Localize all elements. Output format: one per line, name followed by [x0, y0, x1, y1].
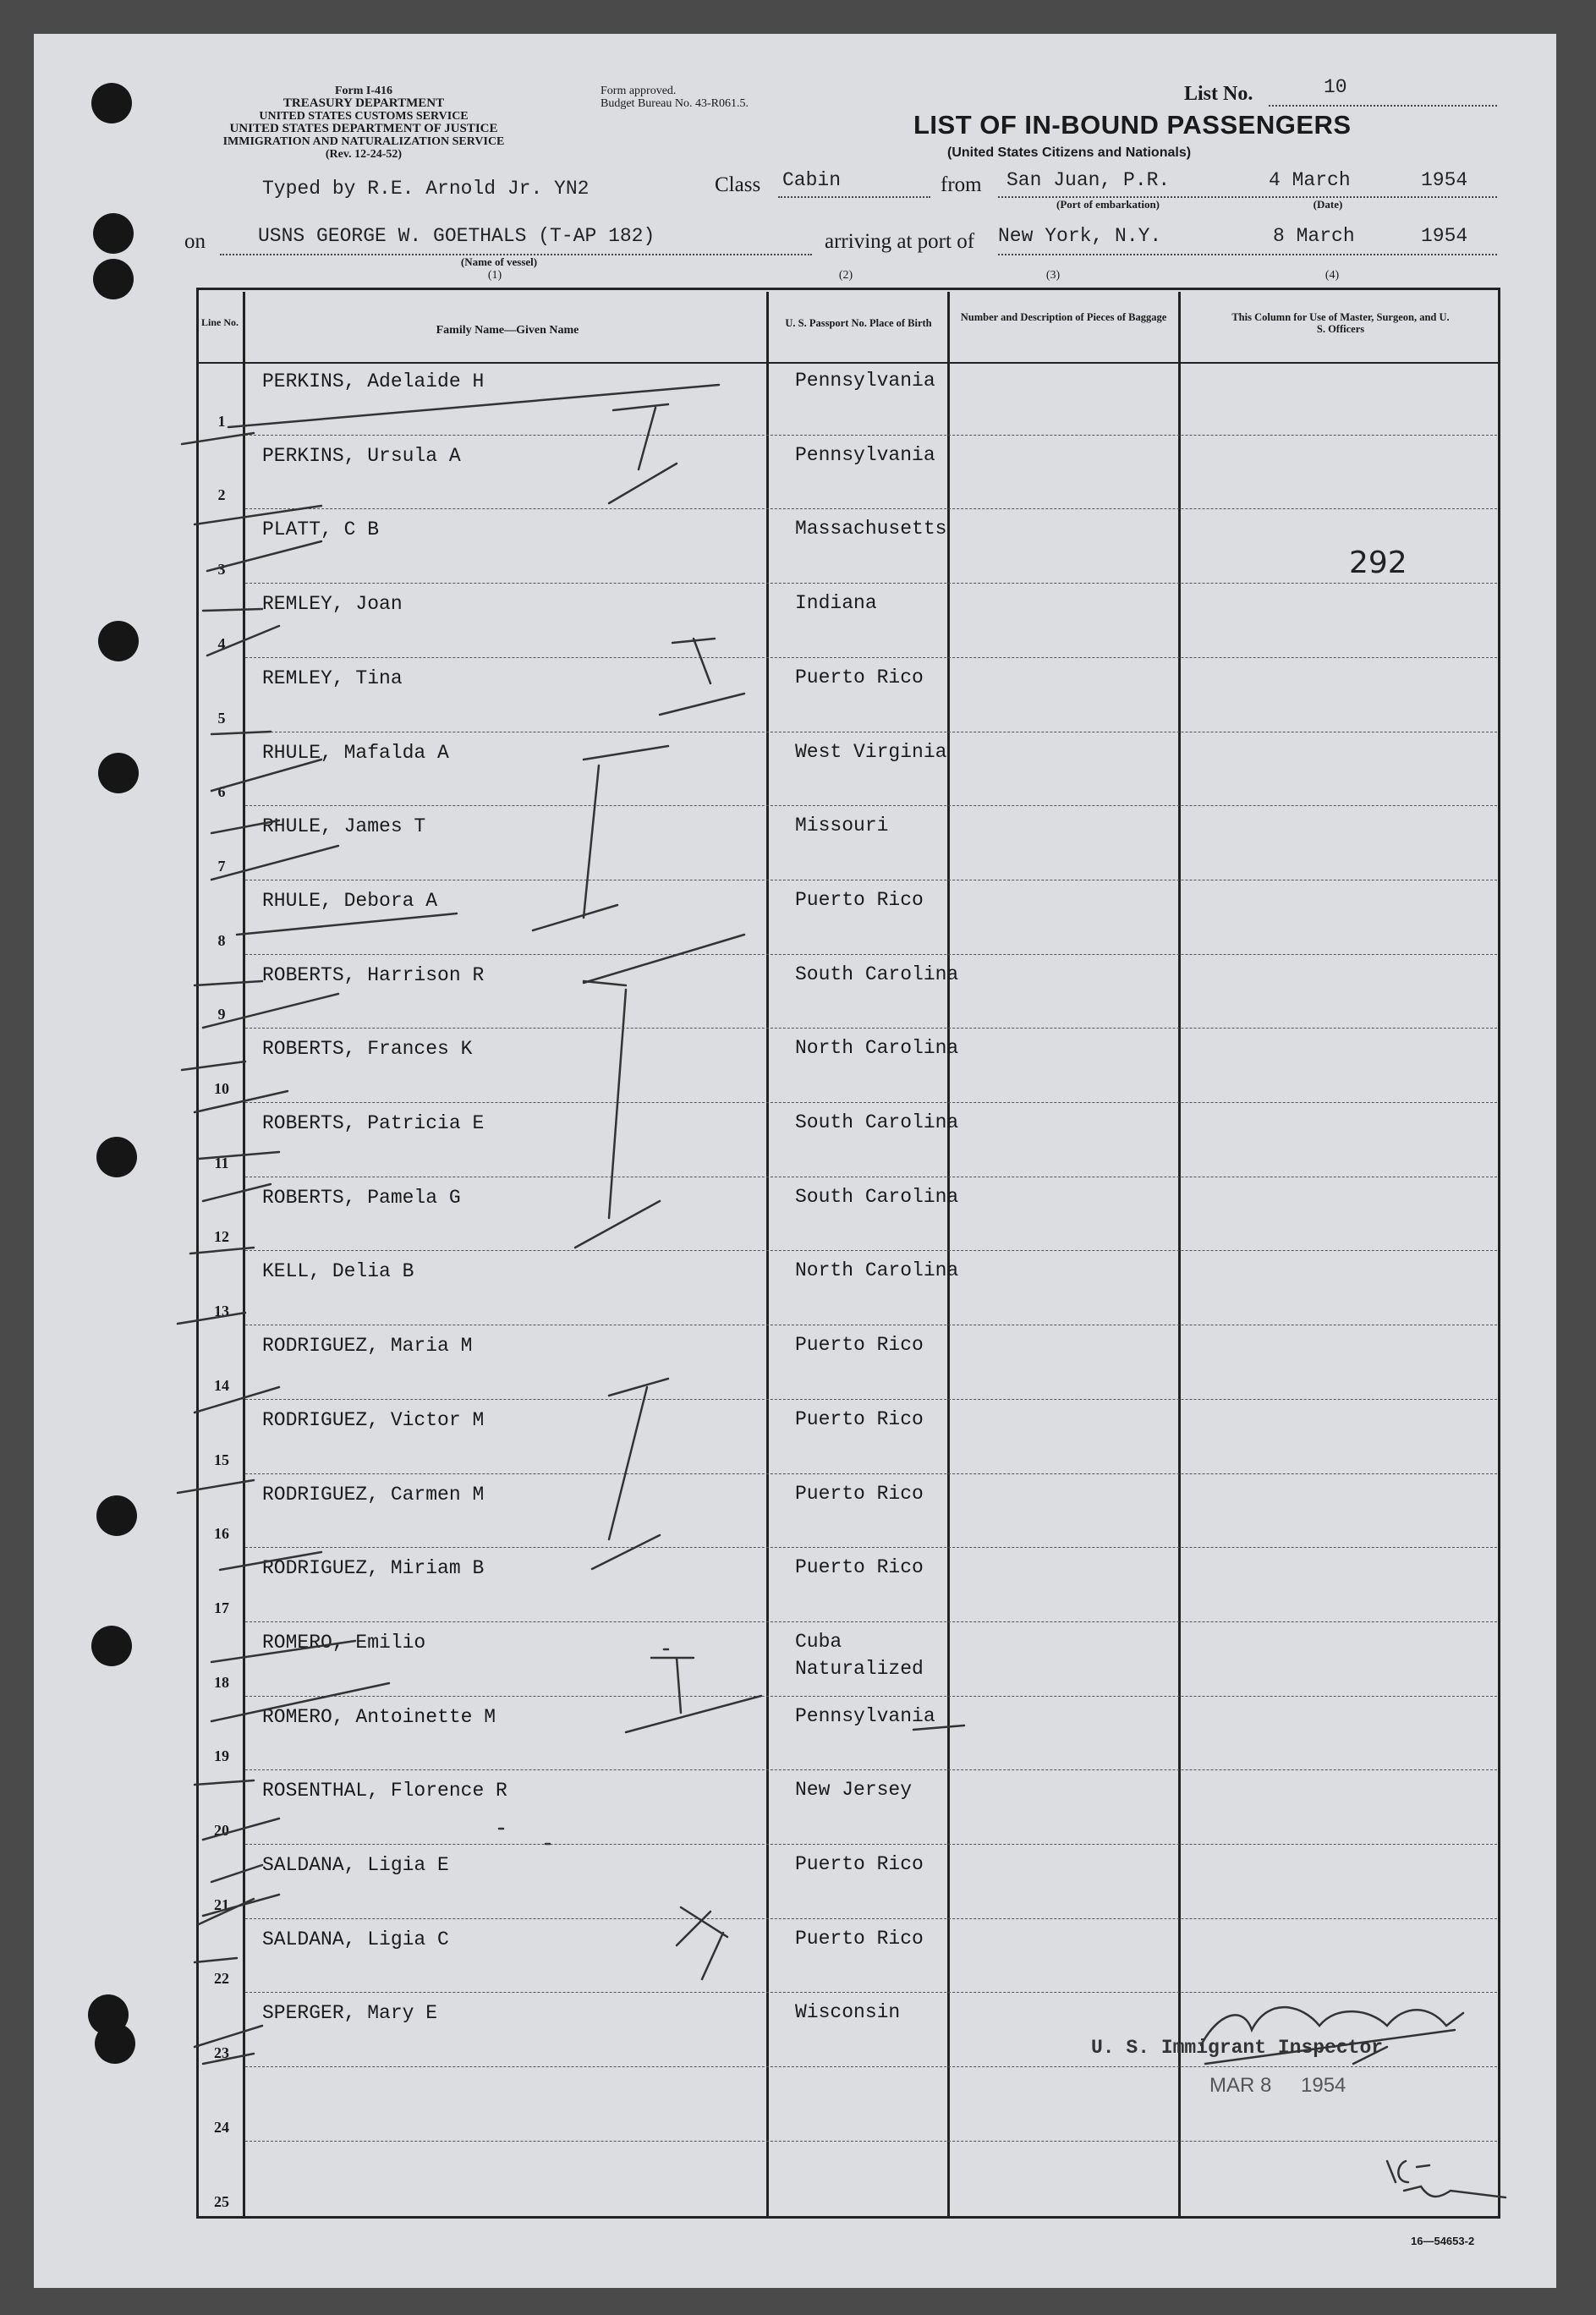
arrival-stamp-year: 1954	[1301, 2074, 1346, 2097]
arrival-year: 1954	[1421, 225, 1468, 247]
row-rule	[245, 2066, 1497, 2067]
line-number: 2	[217, 486, 226, 504]
inspector-title: U. S. Immigrant Inspector	[1091, 2037, 1384, 2059]
typed-by: Typed by R.E. Arnold Jr. YN2	[262, 178, 590, 200]
line-number: 1	[217, 412, 226, 430]
row-rule	[245, 1844, 1497, 1845]
place-of-birth: Puerto Rico	[795, 1853, 924, 1875]
place-of-birth: Puerto Rico	[795, 1927, 924, 1950]
ins-service: IMMIGRATION AND NATURALIZATION SERVICE	[222, 135, 505, 148]
line-number: 14	[214, 1376, 229, 1394]
row-rule	[245, 583, 1497, 584]
column-number-2: (2)	[838, 269, 853, 282]
place-of-birth: Cuba Naturalized	[795, 1628, 924, 1682]
justice-dept: UNITED STATES DEPARTMENT OF JUSTICE	[229, 122, 498, 135]
form-approval: Form approved. Budget Bureau No. 43-R061.5.	[601, 85, 749, 110]
treasury-dept: TREASURY DEPARTMENT	[282, 96, 445, 110]
passenger-name: RHULE, Mafalda A	[262, 741, 449, 764]
row-rule	[245, 1918, 1497, 1919]
place-of-birth: North Carolina	[795, 1259, 959, 1282]
header-name: Family Name—Given Name	[436, 324, 579, 337]
from-label: from	[941, 173, 982, 196]
passenger-name: KELL, Delia B	[262, 1260, 414, 1283]
footer-code: 16—54653-2	[1411, 2235, 1475, 2247]
place-of-birth: Puerto Rico	[795, 1407, 924, 1430]
place-of-birth: Pennsylvania	[795, 370, 935, 392]
header-line-no: Line No.	[200, 316, 239, 328]
passenger-name: ROBERTS, Harrison R	[262, 963, 485, 986]
list-number-line	[1269, 105, 1497, 107]
line-number: 24	[214, 2118, 229, 2136]
place-of-birth: Puerto Rico	[795, 1334, 924, 1357]
form-title: LIST OF IN-BOUND PASSENGERS	[913, 110, 1352, 140]
binder-hole	[93, 259, 134, 299]
binder-hole	[96, 1137, 137, 1177]
line-number: 19	[214, 1747, 229, 1765]
column-number-3: (3)	[1045, 269, 1061, 282]
line-number: 16	[214, 1525, 229, 1543]
row-rule	[245, 508, 1497, 509]
row-rule	[245, 1696, 1497, 1697]
line-number: 12	[214, 1228, 229, 1246]
passenger-name: ROBERTS, Pamela G	[262, 1186, 461, 1209]
place-of-birth: Pennsylvania	[795, 443, 935, 466]
line-number: 5	[217, 709, 226, 727]
line-number: 13	[214, 1303, 229, 1320]
row-rule	[245, 657, 1497, 658]
line-number: 4	[217, 634, 226, 652]
passenger-name: PLATT, C B	[262, 518, 380, 541]
class-label: Class	[715, 173, 761, 196]
arrival-stamp-date: MAR 8	[1209, 2074, 1272, 2097]
officer-note-number: 292	[1349, 546, 1407, 580]
line-number: 11	[214, 1154, 229, 1171]
line-number: 15	[214, 1451, 229, 1468]
binder-hole	[98, 753, 139, 793]
passenger-name: ROMERO, Antoinette M	[262, 1705, 496, 1728]
place-of-birth: Puerto Rico	[795, 1556, 924, 1579]
vessel-name: USNS GEORGE W. GOETHALS (T-AP 182)	[258, 225, 655, 247]
place-of-birth: New Jersey	[795, 1779, 913, 1802]
passenger-name: REMLEY, Joan	[262, 593, 403, 616]
row-rule	[245, 1250, 1497, 1251]
list-number-value: 10	[1324, 76, 1347, 98]
birth-note: Naturalized	[795, 1657, 924, 1680]
line-number: 21	[214, 1895, 229, 1913]
place-of-birth: Missouri	[795, 815, 889, 837]
place-of-birth: Puerto Rico	[795, 666, 924, 688]
row-rule	[245, 1547, 1497, 1548]
row-rule	[245, 435, 1497, 436]
passenger-name: ROSENTHAL, Florence R	[262, 1780, 507, 1802]
row-rule	[245, 1102, 1497, 1103]
date-caption: (Date)	[1313, 198, 1343, 211]
on-label: on	[184, 230, 206, 253]
passenger-name: RODRIGUEZ, Maria M	[262, 1335, 473, 1358]
line-number: 18	[214, 1673, 229, 1691]
line-number: 25	[214, 2192, 229, 2210]
arriving-label: arriving at port of	[825, 230, 975, 253]
line-number: 17	[214, 1599, 229, 1616]
line-number: 7	[217, 857, 226, 875]
row-rule	[245, 1769, 1497, 1770]
line-number: 3	[217, 561, 226, 579]
header-officers: This Column for Use of Master, Surgeon, and U. S. Officers	[1231, 311, 1450, 335]
line-number: 23	[214, 2044, 229, 2062]
passenger-name: ROMERO, Emilio	[262, 1631, 426, 1654]
binder-hole	[96, 1495, 137, 1536]
place-of-birth: Indiana	[795, 592, 877, 615]
passenger-name: RODRIGUEZ, Miriam B	[262, 1557, 485, 1580]
passenger-name: RODRIGUEZ, Victor M	[262, 1408, 485, 1431]
binder-hole	[95, 2023, 135, 2064]
form-agency-block	[169, 85, 558, 161]
list-number-label: List No.	[1184, 83, 1253, 105]
row-rule	[245, 2141, 1497, 2142]
binder-hole	[93, 213, 134, 254]
embarkation-date: 4 March	[1269, 169, 1351, 191]
place-of-birth: Wisconsin	[795, 2001, 901, 2024]
place-of-birth: West Virginia	[795, 740, 947, 763]
passenger-name: RHULE, Debora A	[262, 889, 438, 912]
passenger-name: PERKINS, Adelaide H	[262, 370, 485, 392]
row-rule	[245, 1399, 1497, 1400]
passenger-name: RODRIGUEZ, Carmen M	[262, 1483, 485, 1506]
passenger-name: ROBERTS, Patricia E	[262, 1112, 485, 1134]
place-of-birth: Puerto Rico	[795, 888, 924, 911]
embarkation-year: 1954	[1421, 169, 1468, 191]
row-rule	[245, 1028, 1497, 1029]
place-of-birth: Puerto Rico	[795, 1482, 924, 1505]
port-embarkation-caption: (Port of embarkation)	[1056, 198, 1160, 211]
arrival-port: New York, N.Y.	[998, 225, 1162, 247]
place-of-birth: Massachusetts	[795, 518, 947, 540]
passenger-name: SALDANA, Ligia E	[262, 1854, 449, 1876]
header-passport: U. S. Passport No. Place of Birth	[785, 317, 932, 329]
place-of-birth: South Carolina	[795, 1111, 959, 1133]
row-rule	[245, 1621, 1497, 1622]
line-number: 6	[217, 783, 226, 801]
form-number: Form I-416	[334, 85, 393, 97]
class-value: Cabin	[782, 169, 842, 191]
embarkation-port: San Juan, P.R.	[1006, 169, 1171, 191]
place-of-birth: South Carolina	[795, 1185, 959, 1208]
place-of-birth: North Carolina	[795, 1037, 959, 1060]
customs-service: UNITED STATES CUSTOMS SERVICE	[259, 110, 469, 123]
column-number-4: (4)	[1325, 269, 1340, 282]
row-rule	[245, 954, 1497, 955]
header-baggage: Number and Description of Pieces of Baggage	[960, 311, 1167, 323]
line-number: 10	[214, 1080, 229, 1097]
place-of-birth: Pennsylvania	[795, 1704, 935, 1727]
line-number: 9	[217, 1006, 226, 1023]
form-subtitle: (United States Citizens and Nationals)	[947, 145, 1192, 160]
arrival-date: 8 March	[1273, 225, 1355, 247]
vessel-caption: (Name of vessel)	[460, 255, 538, 268]
row-rule	[245, 805, 1497, 806]
line-number: 8	[217, 931, 226, 949]
passenger-name: RHULE, James T	[262, 815, 426, 838]
binder-hole	[91, 83, 132, 123]
place-of-birth: South Carolina	[795, 963, 959, 985]
column-number-1: (1)	[487, 269, 502, 282]
passenger-name: SPERGER, Mary E	[262, 2002, 438, 2025]
passenger-name: ROBERTS, Frances K	[262, 1038, 473, 1061]
revision-date: (Rev. 12-24-52)	[325, 148, 403, 161]
passenger-name: PERKINS, Ursula A	[262, 444, 461, 467]
line-number: 22	[214, 1970, 229, 1988]
passenger-name: REMLEY, Tina	[262, 667, 403, 689]
binder-hole	[91, 1626, 132, 1666]
row-rule	[245, 1473, 1497, 1474]
passenger-name: SALDANA, Ligia C	[262, 1928, 449, 1950]
binder-hole	[98, 621, 139, 661]
row-rule	[245, 1992, 1497, 1993]
line-number: 20	[214, 1822, 229, 1839]
